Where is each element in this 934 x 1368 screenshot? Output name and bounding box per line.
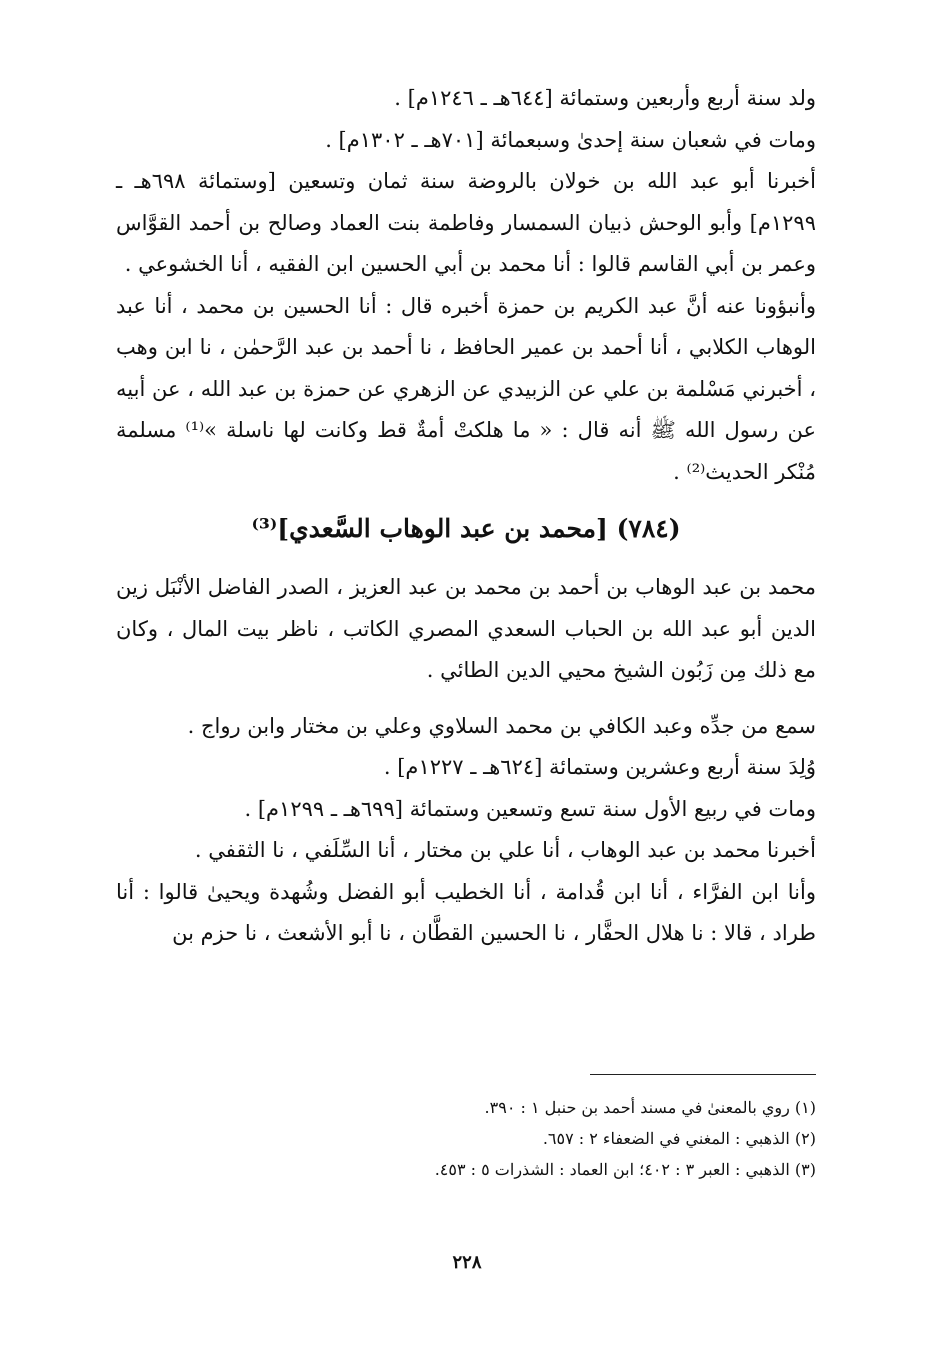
paragraph-birth-2: وُلِدَ سنة أربع وعشرين وستمائة [٦٢٤هـ ـ ١٢٢٧م] . [383,755,816,779]
footnote-2: (٢) الذهبي : المغني في الضعفاء ٢ : ٦٥٧. [542,1129,816,1148]
paragraph-gap [116,692,816,706]
page-number: ٢٢٨ [452,1252,482,1273]
footnotes [116,1092,816,1185]
paragraph-isnad-2: وأنبؤونا عنه أنَّ عبد الكريم بن حمزة أخبره قال : أنا الحسين بن محمد ، أنا عبد الوهاب الكلابي ، أنا أحمد بن عمير الحافظ ، نا أحمد بن عبد الرَّحمٰن ، نا ابن وهب ، أخبرني مَسْلمة بن علي عن الزبيدي عن الزهري عن حمزة بن عبد الله ، عن أبيه عن رسول الله ﷺ أنه قال : « ما هلكتْ أمةٌ قط وكانت لها ناسلة »⁽¹⁾ مسلمة مُنْكر الحديث⁽²⁾ . [116,293,816,484]
paragraph-isnad-3: أخبرنا محمد بن عبد الوهاب ، أنا علي بن مختار ، أنا السِّلَفي ، نا الثقفي . [194,838,816,862]
footnote-3: (٣) الذهبي : العبر ٣ : ٤٠٢؛ ابن العماد : الشذرات ٥ : ٤٥٣. [434,1160,816,1179]
main-text [116,78,816,955]
paragraph-isnad-1: أخبرنا أبو عبد الله بن خولان بالروضة سنة ثمان وتسعين [وستمائة ٦٩٨هـ ـ ١٢٩٩م] وأبو الوحش ذبيان السمسار وفاطمة بنت العماد وصالح بن أحمد القوَّاس وعمر بن أبي القاسم قالوا : أنا محمد بن أبي الحسين ابن الفقيه ، أنا الخشوعي . [116,169,816,276]
paragraph-biography: محمد بن عبد الوهاب بن أحمد بن محمد بن عبد العزيز ، الصدر الفاضل الأنْبَل زين الدين أبو عبد الله بن الحباب السعدي المصري الكاتب ، ناظر بيت المال ، وكان مع ذلك مِن زَبُون الشيخ محيي الدين الطائي . [116,575,816,682]
paragraph-isnad-4: وأنا ابن الفرَّاء ، أنا ابن قُدامة ، أنا الخطيب أبو الفضل وشُهدة ويحيىٰ قالوا : أنا طراد ، قالا : نا هلال الحفَّار ، نا الحسين القطَّان ، نا أبو الأشعث ، نا حزم بن [116,879,816,945]
footnote-1: (١) روي بالمعنىٰ في مسند أحمد بن حنبل ١ : ٣٩٠. [484,1098,816,1117]
paragraph-death-2: ومات في ربيع الأول سنة تسع وتسعين وستمائة [٦٩٩هـ ـ ١٢٩٩م] . [244,796,816,821]
footnote-divider [590,1074,816,1075]
entry-heading: (٧٨٤) [محمد بن عبد الوهاب السَّعدي]⁽³⁾ [251,514,681,543]
paragraph-death: ومات في شعبان سنة إحدىٰ وسبعمائة [٧٠١هـ ـ ١٣٠٢م] . [325,127,816,152]
paragraph-birth: ولد سنة أربع وأربعين وستمائة [٦٤٤هـ ـ ١٢٤٦م] . [394,86,816,110]
paragraph-teachers: سمع من جدِّه وعبد الكافي بن محمد السلاوي وعلي بن مختار وابن رواج . [187,713,816,738]
